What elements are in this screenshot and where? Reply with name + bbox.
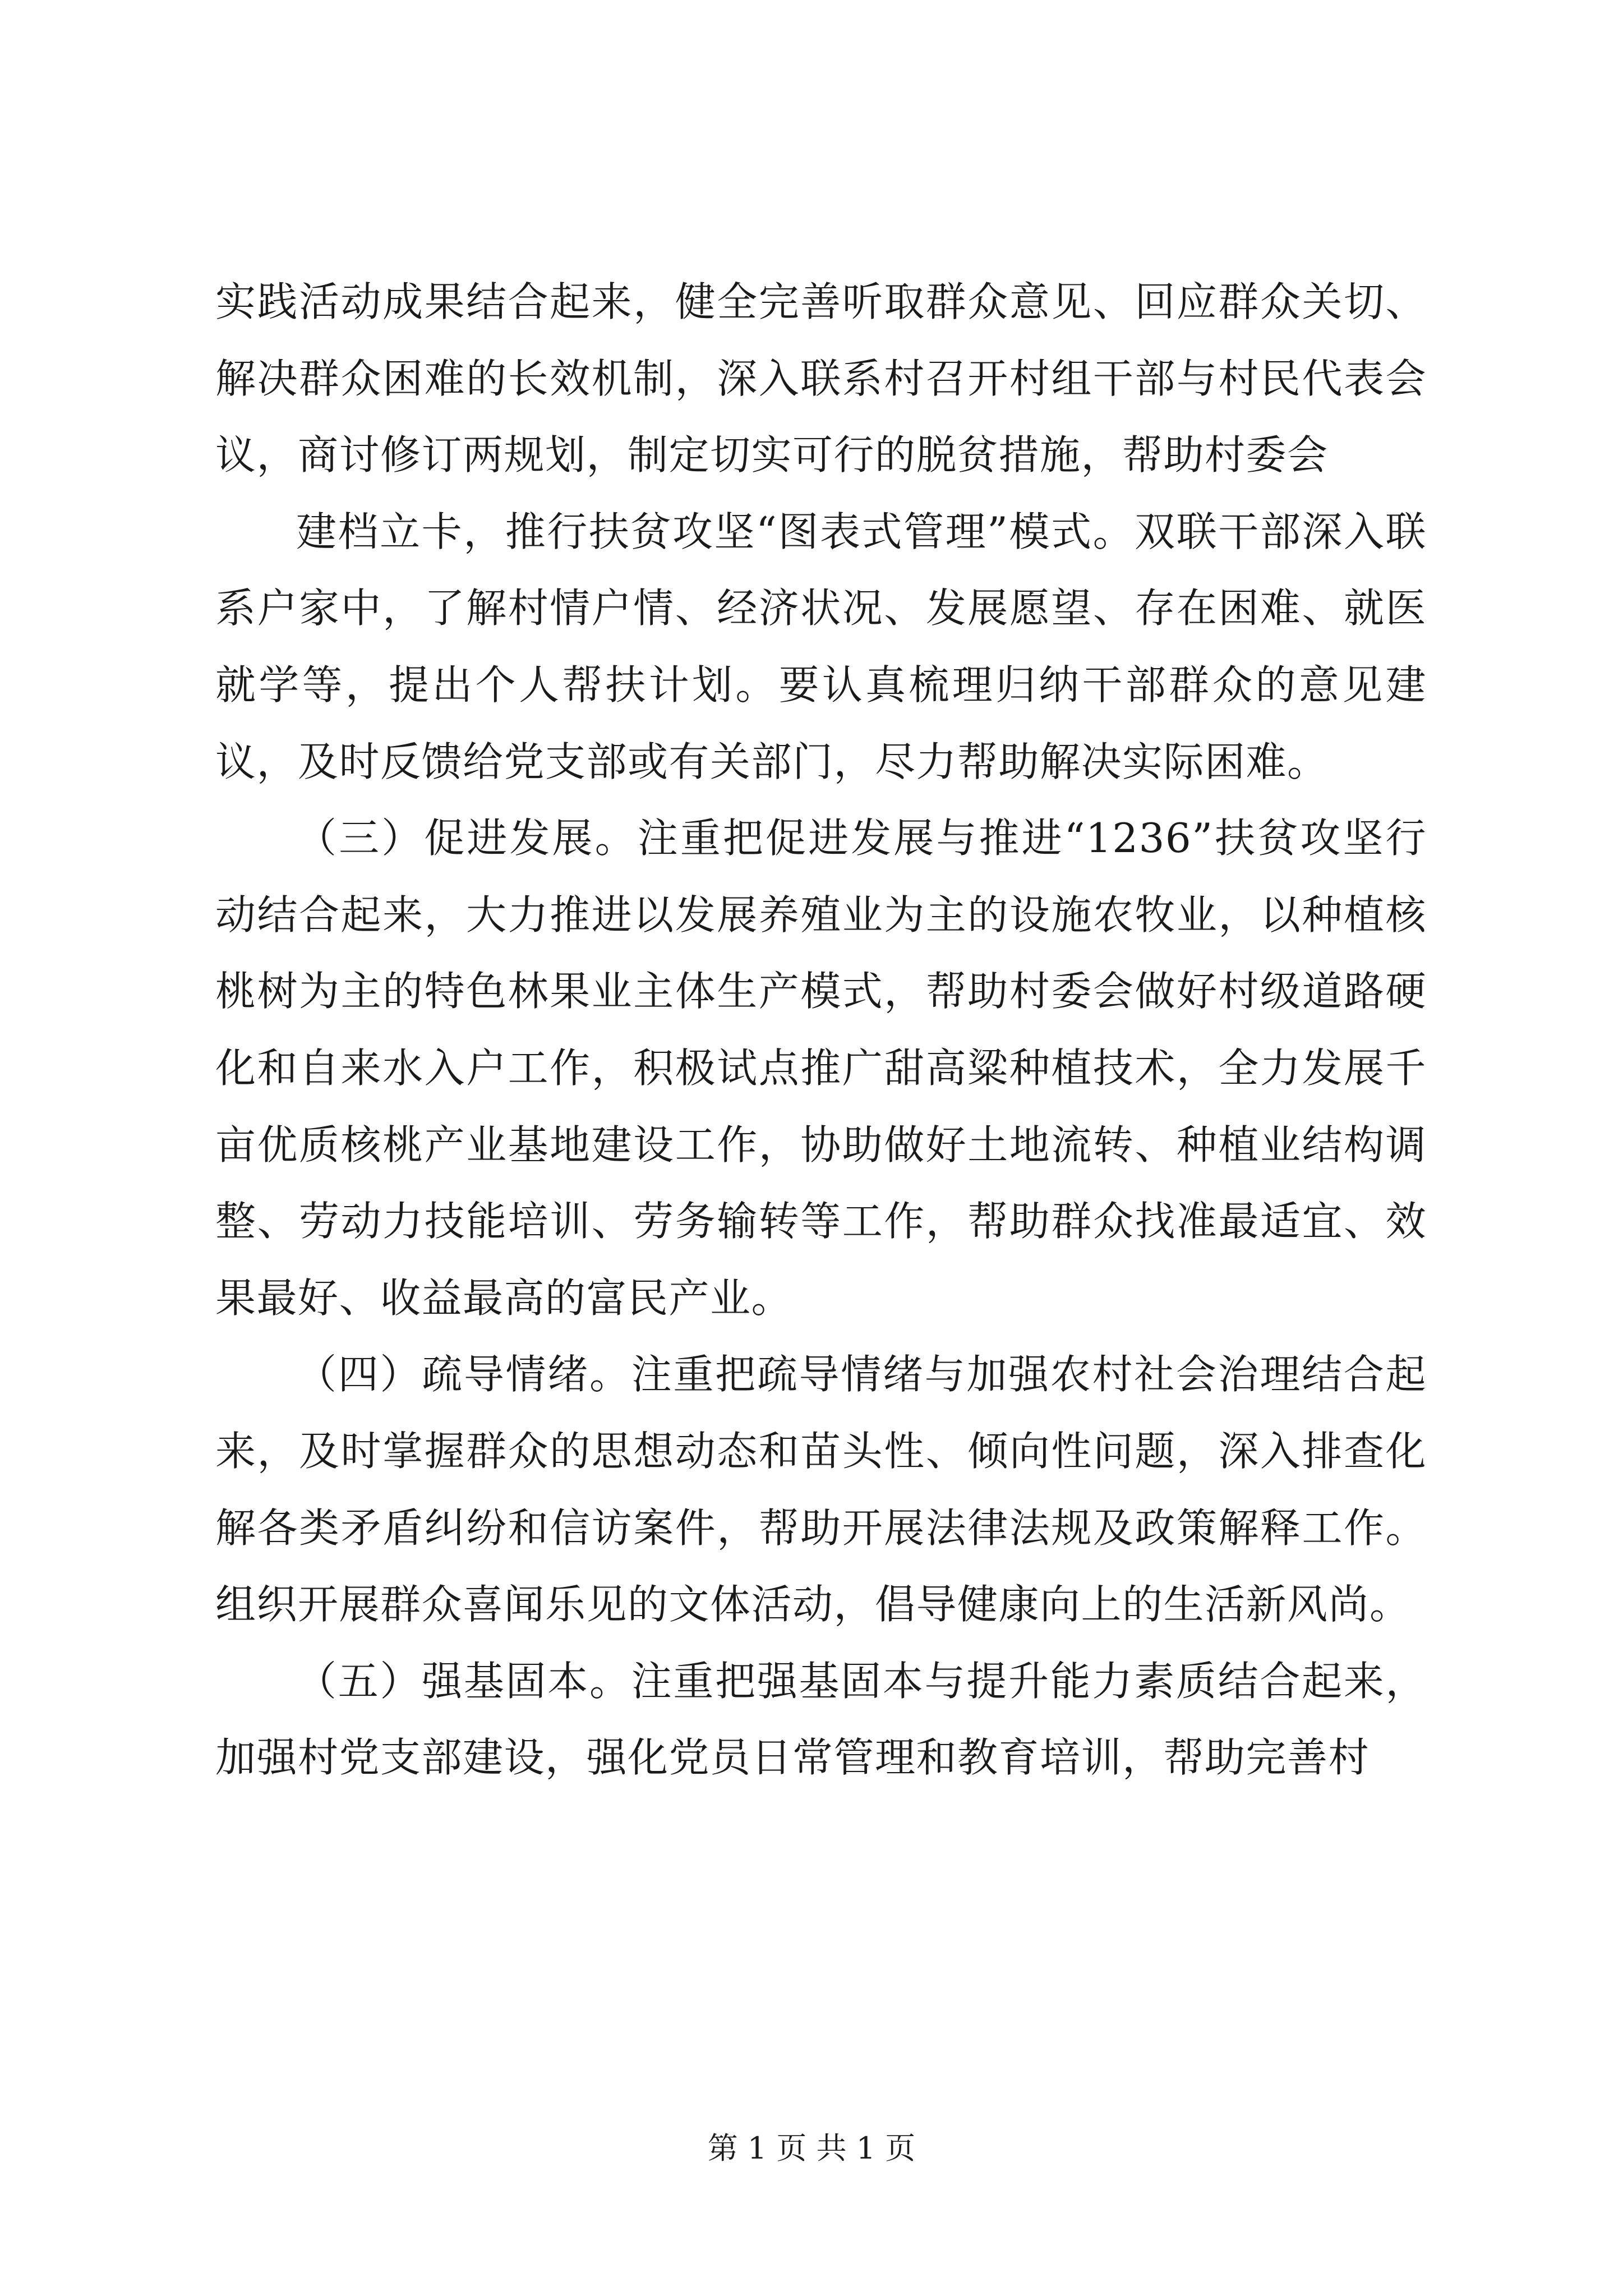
document-body	[215, 264, 1427, 1796]
paragraph-continuation: 实践活动成果结合起来，健全完善听取群众意见、回应群众关切、解决群众困难的长效机制，深入联系村召开村组干部与村民代表会议，商讨修订两规划，制定切实可行的脱贫措施，帮助村委会	[215, 278, 1427, 479]
paragraph-strengthen-foundation: （五）强基固本。注重把强基固本与提升能力素质结合起来，加强村党支部建设，强化党员日常管理和教育培训，帮助完善村	[215, 1657, 1427, 1782]
page-number-footer: 第 1 页 共 1 页	[707, 2131, 916, 2166]
paragraph-promote-development: （三）促进发展。注重把促进发展与推进“1236”扶贫攻坚行动结合起来，大力推进以发展养殖业为主的设施农牧业，以种植核桃树为主的特色林果业主体生产模式，帮助村委会做好村级道路硬化和自来水入户工作，积极试点推广甜高粱种植技术，全力发展千亩优质核桃产业基地建设工作，协助做好土地流转、种植业结构调整、劳动力技能培训、劳务输转等工作，帮助群众找准最适宜、效果最好、收益最高的富民产业。	[215, 815, 1427, 1322]
paragraph-record-keeping: 建档立卡，推行扶贫攻坚“图表式管理”模式。双联干部深入联系户家中，了解村情户情、经济状况、发展愿望、存在困难、就医就学等，提出个人帮扶计划。要认真梳理归纳干部群众的意见建议，及时反馈给党支部或有关部门，尽力帮助解决实际困难。	[215, 508, 1427, 785]
paragraph-ease-emotions: （四）疏导情绪。注重把疏导情绪与加强农村社会治理结合起来，及时掌握群众的思想动态和苗头性、倾向性问题，深入排查化解各类矛盾纠纷和信访案件，帮助开展法律法规及政策解释工作。组织开展群众喜闻乐见的文体活动，倡导健康向上的生活新风尚。	[215, 1351, 1427, 1628]
